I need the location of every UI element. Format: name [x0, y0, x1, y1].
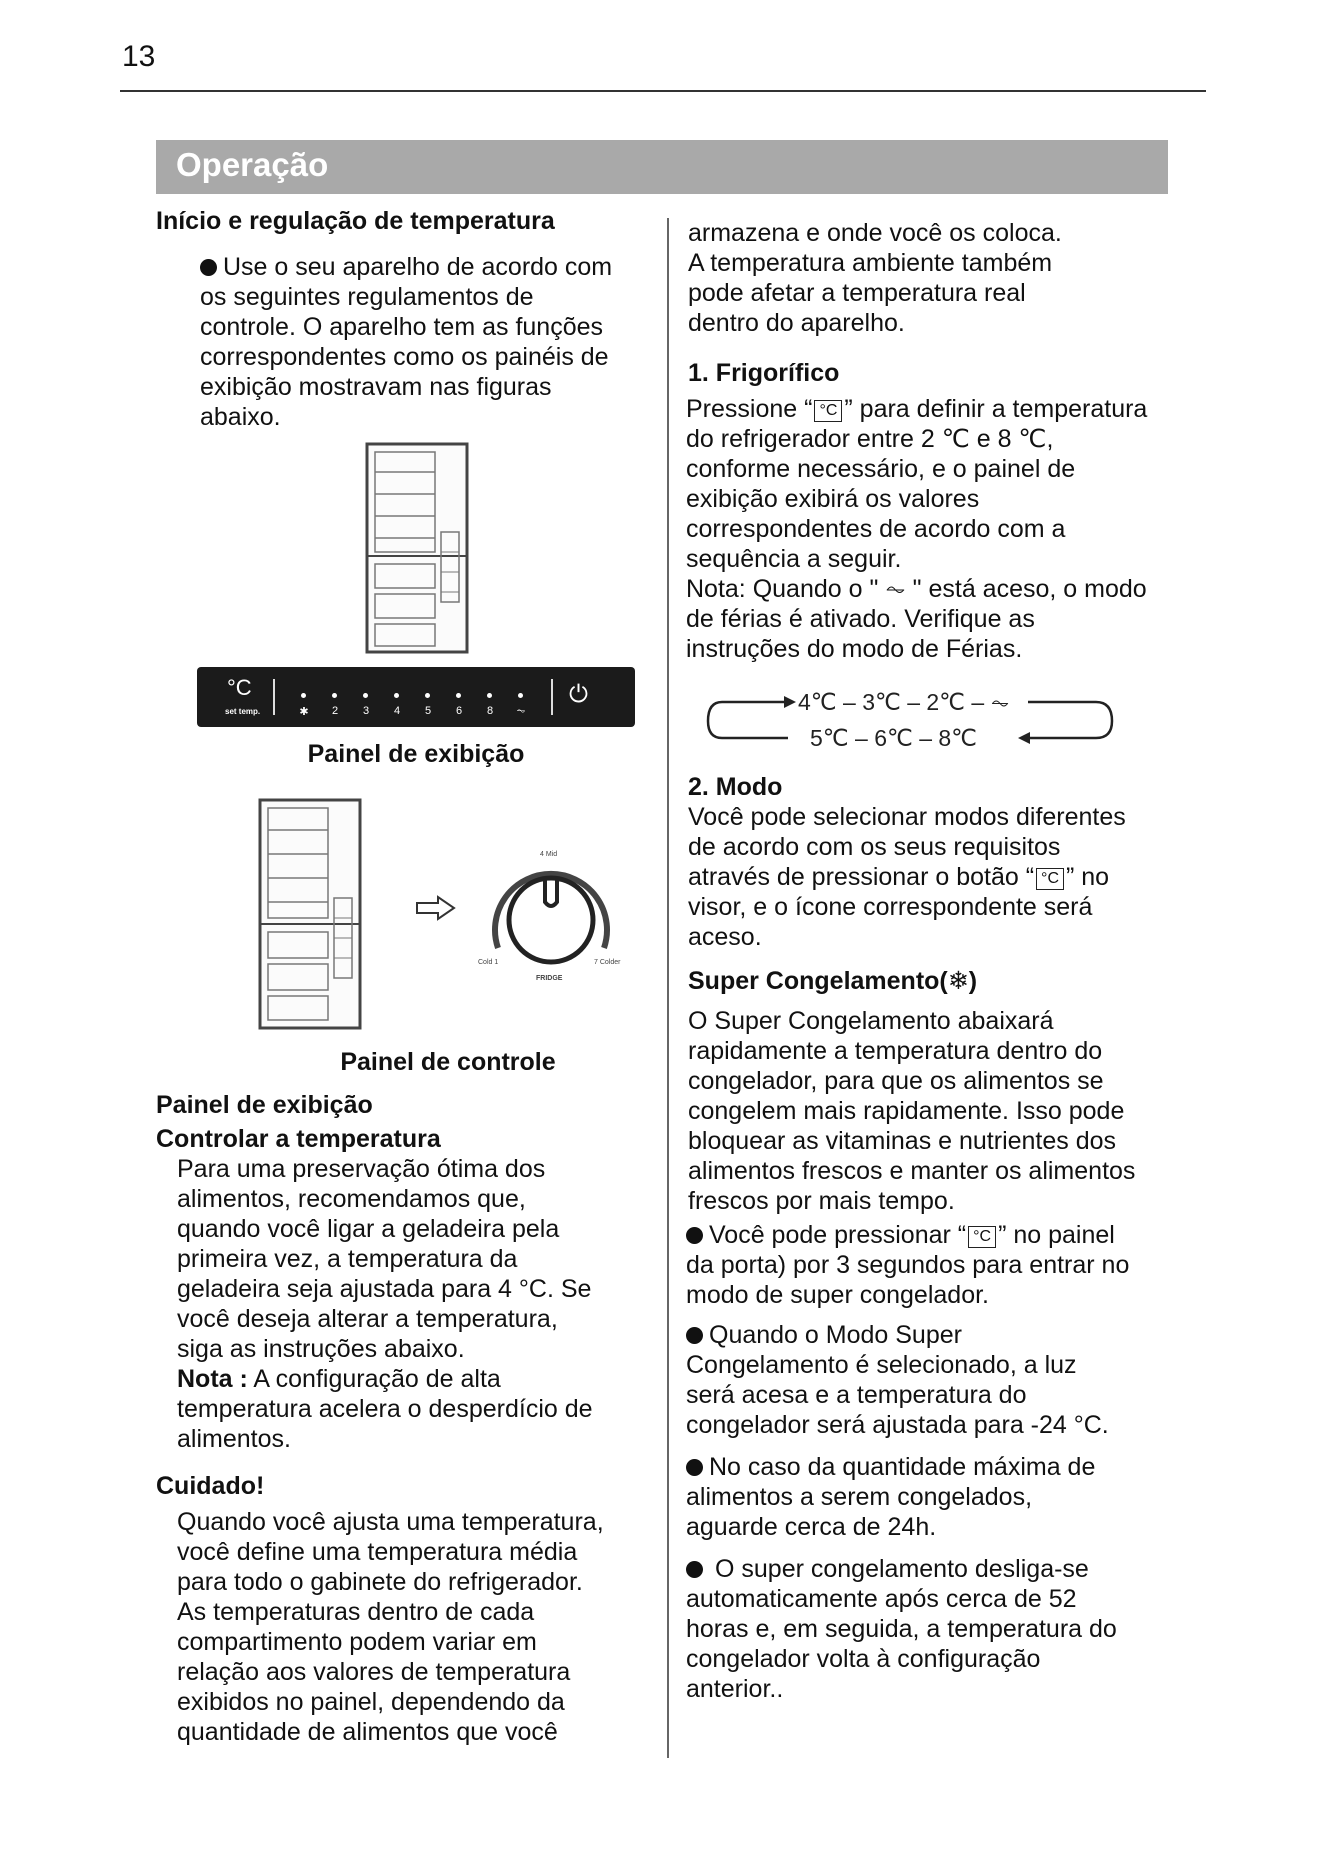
section-title: Operação [176, 146, 329, 183]
text-line: rapidamente a temperatura dentro do [688, 1037, 1103, 1065]
display-panel-caption: Painel de exibição [307, 740, 525, 768]
text-line: bloquear as vitaminas e nutrientes dos [688, 1127, 1117, 1155]
temperature-cycle-diagram [700, 686, 1120, 756]
knob-label-colder: 7 Colder [594, 959, 621, 966]
indicator-dot [363, 693, 368, 698]
text-line: pode afetar a temperatura real [688, 279, 1026, 307]
level-label: 2 [331, 705, 339, 717]
text-line: modo de super congelador. [686, 1281, 989, 1309]
knob-label-fridge: FRIDGE [536, 975, 563, 982]
text-line: armazena e onde você os coloca. [688, 219, 1062, 247]
text-line: relação aos valores de temperatura [177, 1658, 571, 1686]
level-label: 5 [424, 705, 432, 717]
text-line: conforme necessário, e o painel de [686, 455, 1076, 483]
text-line: primeira vez, a temperatura da [177, 1245, 518, 1273]
text-line: congelem mais rapidamente. Isso pode [688, 1097, 1125, 1125]
text-line: geladeira seja ajustada para 4 °C. Se [177, 1275, 592, 1303]
arrow-right-icon [414, 893, 458, 923]
text-line: O Super Congelamento abaixará [688, 1007, 1054, 1035]
temp-paragraph [177, 1154, 593, 1454]
caution-heading: Cuidado! [156, 1472, 265, 1500]
control-panel-caption: Painel de controle [340, 1048, 556, 1076]
control-temp-heading: Controlar a temperatura [156, 1125, 441, 1153]
intro-line: Use o seu aparelho de acordo com [200, 252, 612, 282]
column-divider [667, 218, 669, 1758]
text-line: aceso. [688, 923, 762, 951]
panel-separator [273, 679, 275, 715]
bullet-icon [200, 259, 217, 276]
mode-paragraph [688, 802, 1126, 952]
vacation-icon: ⏦ [516, 705, 526, 717]
text-line: Congelamento é selecionado, a luz [686, 1351, 1077, 1379]
intro-line: controle. O aparelho tem as funções [200, 313, 604, 341]
celsius-button-icon: °C [1036, 868, 1064, 890]
knob-label-cold: Cold 1 [478, 959, 499, 966]
set-temp-label: set temp. [225, 707, 261, 716]
display-panel [197, 667, 635, 727]
page-number: 13 [122, 40, 156, 73]
bullet-super-4 [686, 1554, 1117, 1704]
snowflake-icon: ❄ [947, 967, 969, 995]
fridge-illustration [365, 442, 469, 654]
fridge-illustration-2 [258, 798, 362, 1030]
level-label: 3 [362, 705, 370, 717]
text-line: alimentos, recomendamos que, [177, 1185, 526, 1213]
text-line: Quando você ajusta uma temperatura, [177, 1508, 604, 1536]
intro-line: os seguintes regulamentos de [200, 283, 534, 311]
indicator-dot [518, 693, 523, 698]
bullet-super-2 [686, 1320, 1109, 1440]
level-label: 8 [486, 705, 494, 717]
text-line: As temperaturas dentro de cada [177, 1598, 535, 1626]
level-label: 4 [393, 705, 401, 717]
text-line: você define uma temperatura média [177, 1538, 578, 1566]
text-line: Você pode selecionar modos diferentes [688, 803, 1126, 831]
text-line: No caso da quantidade máxima de [686, 1452, 1095, 1482]
text-line: Quando o Modo Super [686, 1320, 1109, 1350]
super-freeze-heading: Super Congelamento(❄) [688, 967, 978, 995]
indicator-dot [487, 693, 492, 698]
text-line: Para uma preservação ótima dos [177, 1155, 546, 1183]
text-line: instruções do modo de Férias. [686, 635, 1023, 663]
text-line: quando você ligar a geladeira pela [177, 1215, 560, 1243]
text-line: A temperatura ambiente também [688, 249, 1053, 277]
text-line: de acordo com os seus requisitos [688, 833, 1061, 861]
celsius-button-icon: °C [968, 1226, 996, 1248]
note-line: Nota : A configuração de alta [177, 1365, 501, 1393]
intro-line: correspondentes como os painéis de [200, 343, 609, 371]
text-line: congelador será ajustada para -24 °C. [686, 1411, 1109, 1439]
cycle-top: 4℃ – 3℃ – 2℃ – ⏦ [798, 689, 1010, 715]
cycle-bottom: 5℃ – 6℃ – 8℃ [810, 725, 978, 751]
temp-button-label: °C [227, 675, 252, 700]
text-line: congelador, para que os alimentos se [688, 1067, 1104, 1095]
mode-heading: 2. Modo [688, 773, 783, 801]
bullet-icon [686, 1561, 703, 1578]
section-banner [156, 140, 1168, 194]
text-line: Nota: Quando o " ⏦ " está aceso, o modo [686, 575, 1147, 603]
text-line: congelador volta à configuração [686, 1645, 1041, 1673]
super-freeze-paragraph [688, 1006, 1135, 1216]
text-line: automaticamente após cerca de 52 [686, 1585, 1077, 1613]
text-line: alimentos frescos e manter os alimentos [688, 1157, 1136, 1185]
bullet-icon [686, 1327, 703, 1344]
text-line: do refrigerador entre 2 ℃ e 8 ℃, [686, 425, 1054, 453]
text-line: exibidos no painel, dependendo da [177, 1688, 565, 1716]
indicator-dot [425, 693, 430, 698]
knob-label-mid: 4 Mid [540, 851, 558, 858]
bullet-super-1 [686, 1220, 1129, 1310]
text-line: temperatura acelera o desperdício de [177, 1395, 593, 1423]
intro-line: abaixo. [200, 403, 281, 431]
bullet-icon [686, 1227, 703, 1244]
text-line: alimentos a serem congelados, [686, 1483, 1033, 1511]
text-line: da porta) por 3 segundos para entrar no [686, 1251, 1130, 1279]
text-line: horas e, em seguida, a temperatura do [686, 1615, 1117, 1643]
text-line: correspondentes de acordo com a [686, 515, 1066, 543]
text-line: siga as instruções abaixo. [177, 1335, 465, 1363]
text-line: compartimento podem variar em [177, 1628, 537, 1656]
celsius-button-icon: °C [814, 400, 842, 422]
text-line: anterior.. [686, 1675, 784, 1703]
text-line: aguarde cerca de 24h. [686, 1513, 937, 1541]
left-heading: Início e regulação de temperatura [156, 207, 555, 235]
text-line: através de pressionar o botão “ °C ” no [688, 863, 1110, 891]
text-line: Pressione “ °C ” para definir a temperatura [686, 395, 1148, 423]
intro-paragraph [200, 252, 612, 432]
text-line: será acesa e a temperatura do [686, 1381, 1027, 1409]
text-line: visor, e o ícone correspondente será [688, 893, 1093, 921]
text-line: alimentos. [177, 1425, 291, 1453]
intro-line: exibição mostravam nas figuras [200, 373, 552, 401]
vacation-icon: ⏦ [885, 575, 906, 603]
text-line: dentro do aparelho. [688, 309, 905, 337]
indicator-dot [394, 693, 399, 698]
bullet-icon [686, 1459, 703, 1476]
display-panel-heading: Painel de exibição [156, 1091, 373, 1119]
text-line: para todo o gabinete do refrigerador. [177, 1568, 583, 1596]
panel-separator [551, 679, 553, 715]
indicator-dot [301, 693, 306, 698]
text-line: frescos por mais tempo. [688, 1187, 955, 1215]
fridge-paragraph [686, 394, 1147, 664]
indicator-dot [456, 693, 461, 698]
caution-paragraph [177, 1507, 604, 1747]
header-rule [120, 90, 1206, 92]
text-line: Você pode pressionar “ °C ” no painel [686, 1220, 1129, 1250]
text-line: sequência a seguir. [686, 545, 902, 573]
indicator-dot [332, 693, 337, 698]
continued-paragraph [688, 218, 1062, 338]
super-freeze-icon: ✱ [299, 706, 309, 718]
text-line: você deseja alterar a temperatura, [177, 1305, 558, 1333]
bullet-super-3 [686, 1452, 1095, 1542]
text-line: exibição exibirá os valores [686, 485, 980, 513]
fridge-heading: 1. Frigorífico [688, 359, 840, 387]
text-line: O super congelamento desliga-se [686, 1554, 1117, 1584]
level-label: 6 [455, 705, 463, 717]
control-knob [466, 838, 636, 988]
text-line: de férias é ativado. Verifique as [686, 605, 1035, 633]
power-icon: ⏻ [569, 681, 588, 708]
text-line: quantidade de alimentos que você [177, 1718, 558, 1746]
